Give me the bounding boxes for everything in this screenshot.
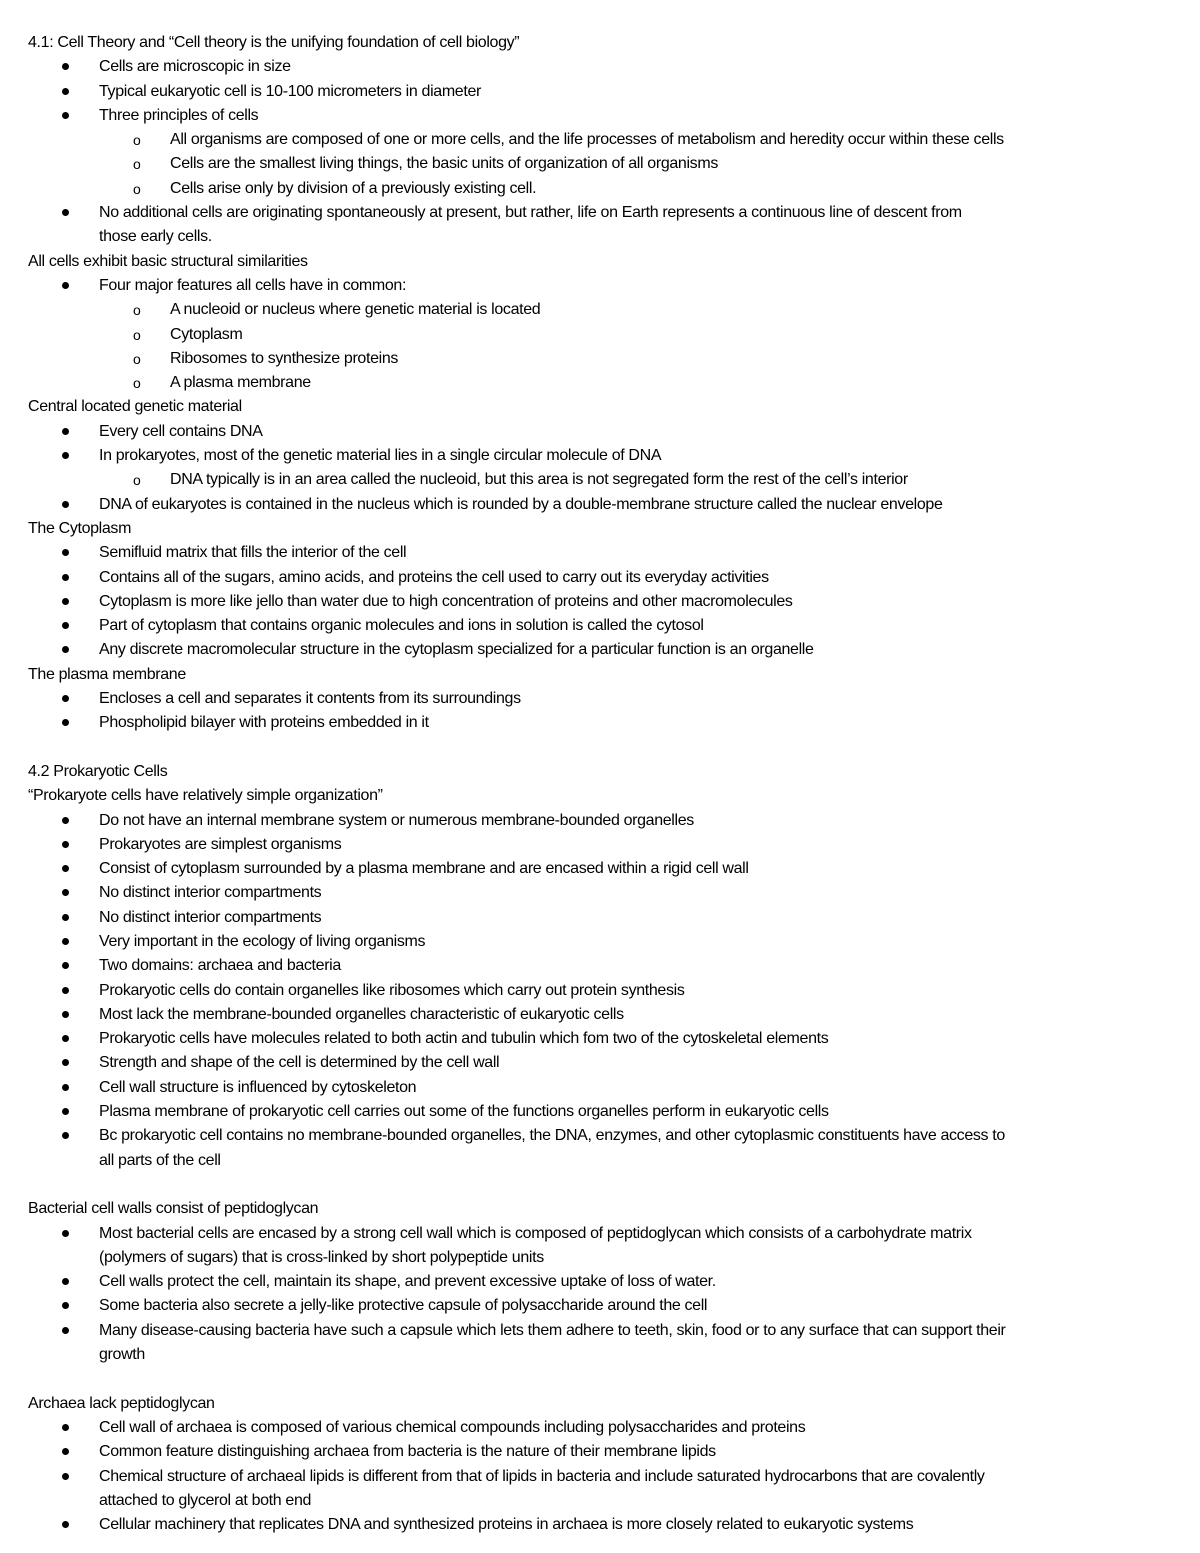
bullet-item <box>0 1003 1200 1027</box>
section-heading <box>0 1392 1200 1416</box>
bullet-dot-icon <box>62 1448 69 1455</box>
bullet-text: Phospholipid bilayer with proteins embedded in it <box>99 714 429 732</box>
bullet-dot-icon <box>62 574 69 581</box>
bullet-item <box>0 954 1200 978</box>
bullet-dot-icon <box>62 1035 69 1042</box>
bullet-item <box>0 420 1200 444</box>
bullet-text: Prokaryotes are simplest organisms <box>99 835 342 853</box>
bullet-dot-icon <box>62 987 69 994</box>
bullet-text: Common feature distinguishing archaea from bacteria is the nature of their membrane lipids <box>99 1443 716 1461</box>
section-heading <box>0 760 1200 784</box>
notes-document <box>0 31 1200 1537</box>
sub-bullet-text: DNA typically is in an area called the nucleoid, but this area is not segregated form the rest of the cell’s interior <box>170 471 908 489</box>
bullet-text: growth <box>99 1346 145 1364</box>
bullet-item <box>0 201 1200 225</box>
bullet-dot-icon <box>62 88 69 95</box>
bullet-dot-icon <box>62 646 69 653</box>
section-heading <box>0 1197 1200 1221</box>
sub-bullet-item <box>0 128 1200 152</box>
sub-bullet-item <box>0 468 1200 492</box>
bullet-item <box>0 687 1200 711</box>
bullet-item <box>0 930 1200 954</box>
sub-bullet-item <box>0 323 1200 347</box>
bullet-item-continuation <box>0 225 1200 249</box>
sub-bullet-text: A plasma membrane <box>170 374 311 392</box>
bullet-item <box>0 1465 1200 1489</box>
bullet-dot-icon <box>62 1302 69 1309</box>
bullet-dot-icon <box>62 63 69 70</box>
bullet-item <box>0 638 1200 662</box>
bullet-item <box>0 566 1200 590</box>
bullet-item <box>0 444 1200 468</box>
bullet-item <box>0 1440 1200 1464</box>
bullet-text: Most bacterial cells are encased by a strong cell wall which is composed of peptidoglycan which consists of a carbohydrate matrix <box>99 1224 972 1242</box>
bullet-dot-icon <box>62 1327 69 1334</box>
sub-bullet-marker-icon: o <box>133 156 141 173</box>
bullet-text: all parts of the cell <box>99 1151 221 1169</box>
bullet-item <box>0 1513 1200 1537</box>
bullet-dot-icon <box>62 501 69 508</box>
bullet-dot-icon <box>62 938 69 945</box>
bullet-item <box>0 1416 1200 1440</box>
bullet-item <box>0 55 1200 79</box>
sub-bullet-marker-icon: o <box>133 180 141 197</box>
bullet-dot-icon <box>62 112 69 119</box>
bullet-dot-icon <box>62 719 69 726</box>
bullet-text: Some bacteria also secrete a jelly-like protective capsule of polysaccharide around the cell <box>99 1297 708 1315</box>
bullet-dot-icon <box>62 1473 69 1480</box>
bullet-text: Many disease-causing bacteria have such a capsule which lets them adhere to teeth, skin, food or to any surface that can support their <box>99 1321 1006 1339</box>
bullet-text: Four major features all cells have in common: <box>99 276 407 294</box>
sub-bullet-marker-icon: o <box>133 472 141 489</box>
heading-text: “Prokaryote cells have relatively simple organization” <box>28 787 383 805</box>
bullet-dot-icon <box>62 598 69 605</box>
bullet-text: Semifluid matrix that fills the interior of the cell <box>99 544 407 562</box>
heading-text: All cells exhibit basic structural similarities <box>28 252 308 270</box>
heading-text: 4.1: Cell Theory and “Cell theory is the unifying foundation of cell biology” <box>28 34 520 51</box>
bullet-text: Part of cytoplasm that contains organic molecules and ions in solution is called the cytosol <box>99 617 704 635</box>
bullet-dot-icon <box>62 1424 69 1431</box>
bullet-dot-icon <box>62 452 69 459</box>
bullet-text: Strength and shape of the cell is determined by the cell wall <box>99 1054 500 1072</box>
bullet-dot-icon <box>62 1011 69 1018</box>
bullet-dot-icon <box>62 622 69 629</box>
bullet-dot-icon <box>62 889 69 896</box>
heading-text: Central located genetic material <box>28 398 242 416</box>
bullet-text: Any discrete macromolecular structure in the cytoplasm specialized for a particular function is an organelle <box>99 641 814 659</box>
bullet-text: Cell wall structure is influenced by cytoskeleton <box>99 1078 417 1096</box>
bullet-text: No distinct interior compartments <box>99 884 322 902</box>
bullet-text: Bc prokaryotic cell contains no membrane-bounded organelles, the DNA, enzymes, and other cytoplasmic constituents have access to <box>99 1127 1005 1145</box>
bullet-dot-icon <box>62 865 69 872</box>
section-heading <box>0 250 1200 274</box>
sub-bullet-item <box>0 177 1200 201</box>
bullet-item <box>0 541 1200 565</box>
bullet-item-continuation <box>0 1343 1200 1367</box>
sub-bullet-text: Cells are the smallest living things, the basic units of organization of all organisms <box>170 155 718 173</box>
bullet-text: Cytoplasm is more like jello than water due to high concentration of proteins and other macromolecules <box>99 592 793 610</box>
sub-bullet-text: Cells arise only by division of a previously existing cell. <box>170 179 537 197</box>
bullet-item <box>0 906 1200 930</box>
bullet-item-continuation <box>0 1489 1200 1513</box>
bullet-text: Cellular machinery that replicates DNA and synthesized proteins in archaea is more closely related to eukaryotic systems <box>99 1516 914 1534</box>
bullet-item <box>0 1270 1200 1294</box>
bullet-item <box>0 493 1200 517</box>
bullet-text: Plasma membrane of prokaryotic cell carries out some of the functions organelles perform in eukaryotic cells <box>99 1103 829 1121</box>
bullet-dot-icon <box>62 282 69 289</box>
bullet-text: Two domains: archaea and bacteria <box>99 957 341 975</box>
sub-bullet-marker-icon: o <box>133 350 141 367</box>
sub-bullet-marker-icon: o <box>133 375 141 392</box>
bullet-item-continuation <box>0 1246 1200 1270</box>
bullet-item <box>0 1027 1200 1051</box>
bullet-text: Encloses a cell and separates it contents from its surroundings <box>99 690 521 708</box>
bullet-item <box>0 1100 1200 1124</box>
bullet-dot-icon <box>62 1084 69 1091</box>
sub-bullet-marker-icon: o <box>133 326 141 343</box>
bullet-text: Typical eukaryotic cell is 10-100 micrometers in diameter <box>99 82 481 100</box>
bullet-text: Most lack the membrane-bounded organelles characteristic of eukaryotic cells <box>99 1005 624 1023</box>
bullet-text: Three principles of cells <box>99 106 259 124</box>
bullet-item <box>0 614 1200 638</box>
bullet-dot-icon <box>62 695 69 702</box>
bullet-text: (polymers of sugars) that is cross-linked by short polypeptide units <box>99 1248 544 1266</box>
section-heading <box>0 395 1200 419</box>
bullet-dot-icon <box>62 1521 69 1528</box>
bullet-text: Contains all of the sugars, amino acids, and proteins the cell used to carry out its everyday activities <box>99 568 769 586</box>
bullet-dot-icon <box>62 428 69 435</box>
bullet-item <box>0 809 1200 833</box>
bullet-item <box>0 104 1200 128</box>
bullet-text: No additional cells are originating spontaneously at present, but rather, life on Earth represents a continuous line of descent from <box>99 204 962 222</box>
bullet-text: Very important in the ecology of living organisms <box>99 932 426 950</box>
sub-bullet-marker-icon: o <box>133 132 141 149</box>
section-heading <box>0 517 1200 541</box>
blank-line <box>0 1173 1200 1197</box>
bullet-item <box>0 1222 1200 1246</box>
heading-text: The Cytoplasm <box>28 519 132 537</box>
blank-line <box>0 1367 1200 1391</box>
bullet-item-continuation <box>0 1149 1200 1173</box>
bullet-text: In prokaryotes, most of the genetic material lies in a single circular molecule of DNA <box>99 447 662 465</box>
bullet-item <box>0 80 1200 104</box>
heading-text: Bacterial cell walls consist of peptidoglycan <box>28 1200 319 1218</box>
bullet-item <box>0 833 1200 857</box>
bullet-text: Cell walls protect the cell, maintain its shape, and prevent excessive uptake of loss of water. <box>99 1273 716 1291</box>
bullet-item <box>0 857 1200 881</box>
bullet-dot-icon <box>62 841 69 848</box>
sub-bullet-item <box>0 298 1200 322</box>
bullet-item <box>0 590 1200 614</box>
bullet-item <box>0 1319 1200 1343</box>
bullet-dot-icon <box>62 817 69 824</box>
sub-bullet-text: Ribosomes to synthesize proteins <box>170 349 399 367</box>
bullet-text: Consist of cytoplasm surrounded by a plasma membrane and are encased within a rigid cell wall <box>99 860 749 878</box>
bullet-dot-icon <box>62 1059 69 1066</box>
heading-text: The plasma membrane <box>28 665 186 683</box>
bullet-text: those early cells. <box>99 228 212 246</box>
sub-bullet-text: All organisms are composed of one or more cells, and the life processes of metabolism and heredity occur within these cells <box>170 131 1004 149</box>
bullet-text: Cell wall of archaea is composed of various chemical compounds including polysaccharides and proteins <box>99 1418 806 1436</box>
bullet-text: Do not have an internal membrane system or numerous membrane-bounded organelles <box>99 811 694 829</box>
bullet-text: Prokaryotic cells have molecules related to both actin and tubulin which fom two of the cytoskeletal elements <box>99 1030 829 1048</box>
bullet-dot-icon <box>62 1132 69 1139</box>
bullet-item <box>0 1124 1200 1148</box>
bullet-item <box>0 979 1200 1003</box>
bullet-text: Prokaryotic cells do contain organelles like ribosomes which carry out protein synthesis <box>99 981 685 999</box>
bullet-text: attached to glycerol at both end <box>99 1491 312 1509</box>
sub-bullet-marker-icon: o <box>133 302 141 319</box>
bullet-item <box>0 1076 1200 1100</box>
bullet-text: Chemical structure of archaeal lipids is different from that of lipids in bacteria and include saturated hydrocarbons that are covalently <box>99 1467 985 1485</box>
section-heading <box>0 784 1200 808</box>
sub-bullet-text: A nucleoid or nucleus where genetic material is located <box>170 301 541 319</box>
sub-bullet-item <box>0 152 1200 176</box>
heading-text: Archaea lack peptidoglycan <box>28 1394 215 1412</box>
bullet-dot-icon <box>62 914 69 921</box>
bullet-text: No distinct interior compartments <box>99 908 322 926</box>
blank-line <box>0 736 1200 760</box>
bullet-dot-icon <box>62 209 69 216</box>
bullet-dot-icon <box>62 1230 69 1237</box>
sub-bullet-item <box>0 347 1200 371</box>
bullet-text: DNA of eukaryotes is contained in the nucleus which is rounded by a double-membrane structure called the nuclear envelope <box>99 495 943 513</box>
bullet-dot-icon <box>62 549 69 556</box>
bullet-item <box>0 1051 1200 1075</box>
bullet-item <box>0 711 1200 735</box>
sub-bullet-item <box>0 371 1200 395</box>
bullet-item <box>0 1294 1200 1318</box>
bullet-item <box>0 274 1200 298</box>
bullet-dot-icon <box>62 1108 69 1115</box>
sub-bullet-text: Cytoplasm <box>170 325 243 343</box>
bullet-text: Every cell contains DNA <box>99 422 263 440</box>
bullet-text: Cells are microscopic in size <box>99 58 291 76</box>
bullet-dot-icon <box>62 962 69 969</box>
heading-text: 4.2 Prokaryotic Cells <box>28 762 168 780</box>
section-heading <box>0 31 1200 55</box>
bullet-item <box>0 881 1200 905</box>
section-heading <box>0 663 1200 687</box>
bullet-dot-icon <box>62 1278 69 1285</box>
